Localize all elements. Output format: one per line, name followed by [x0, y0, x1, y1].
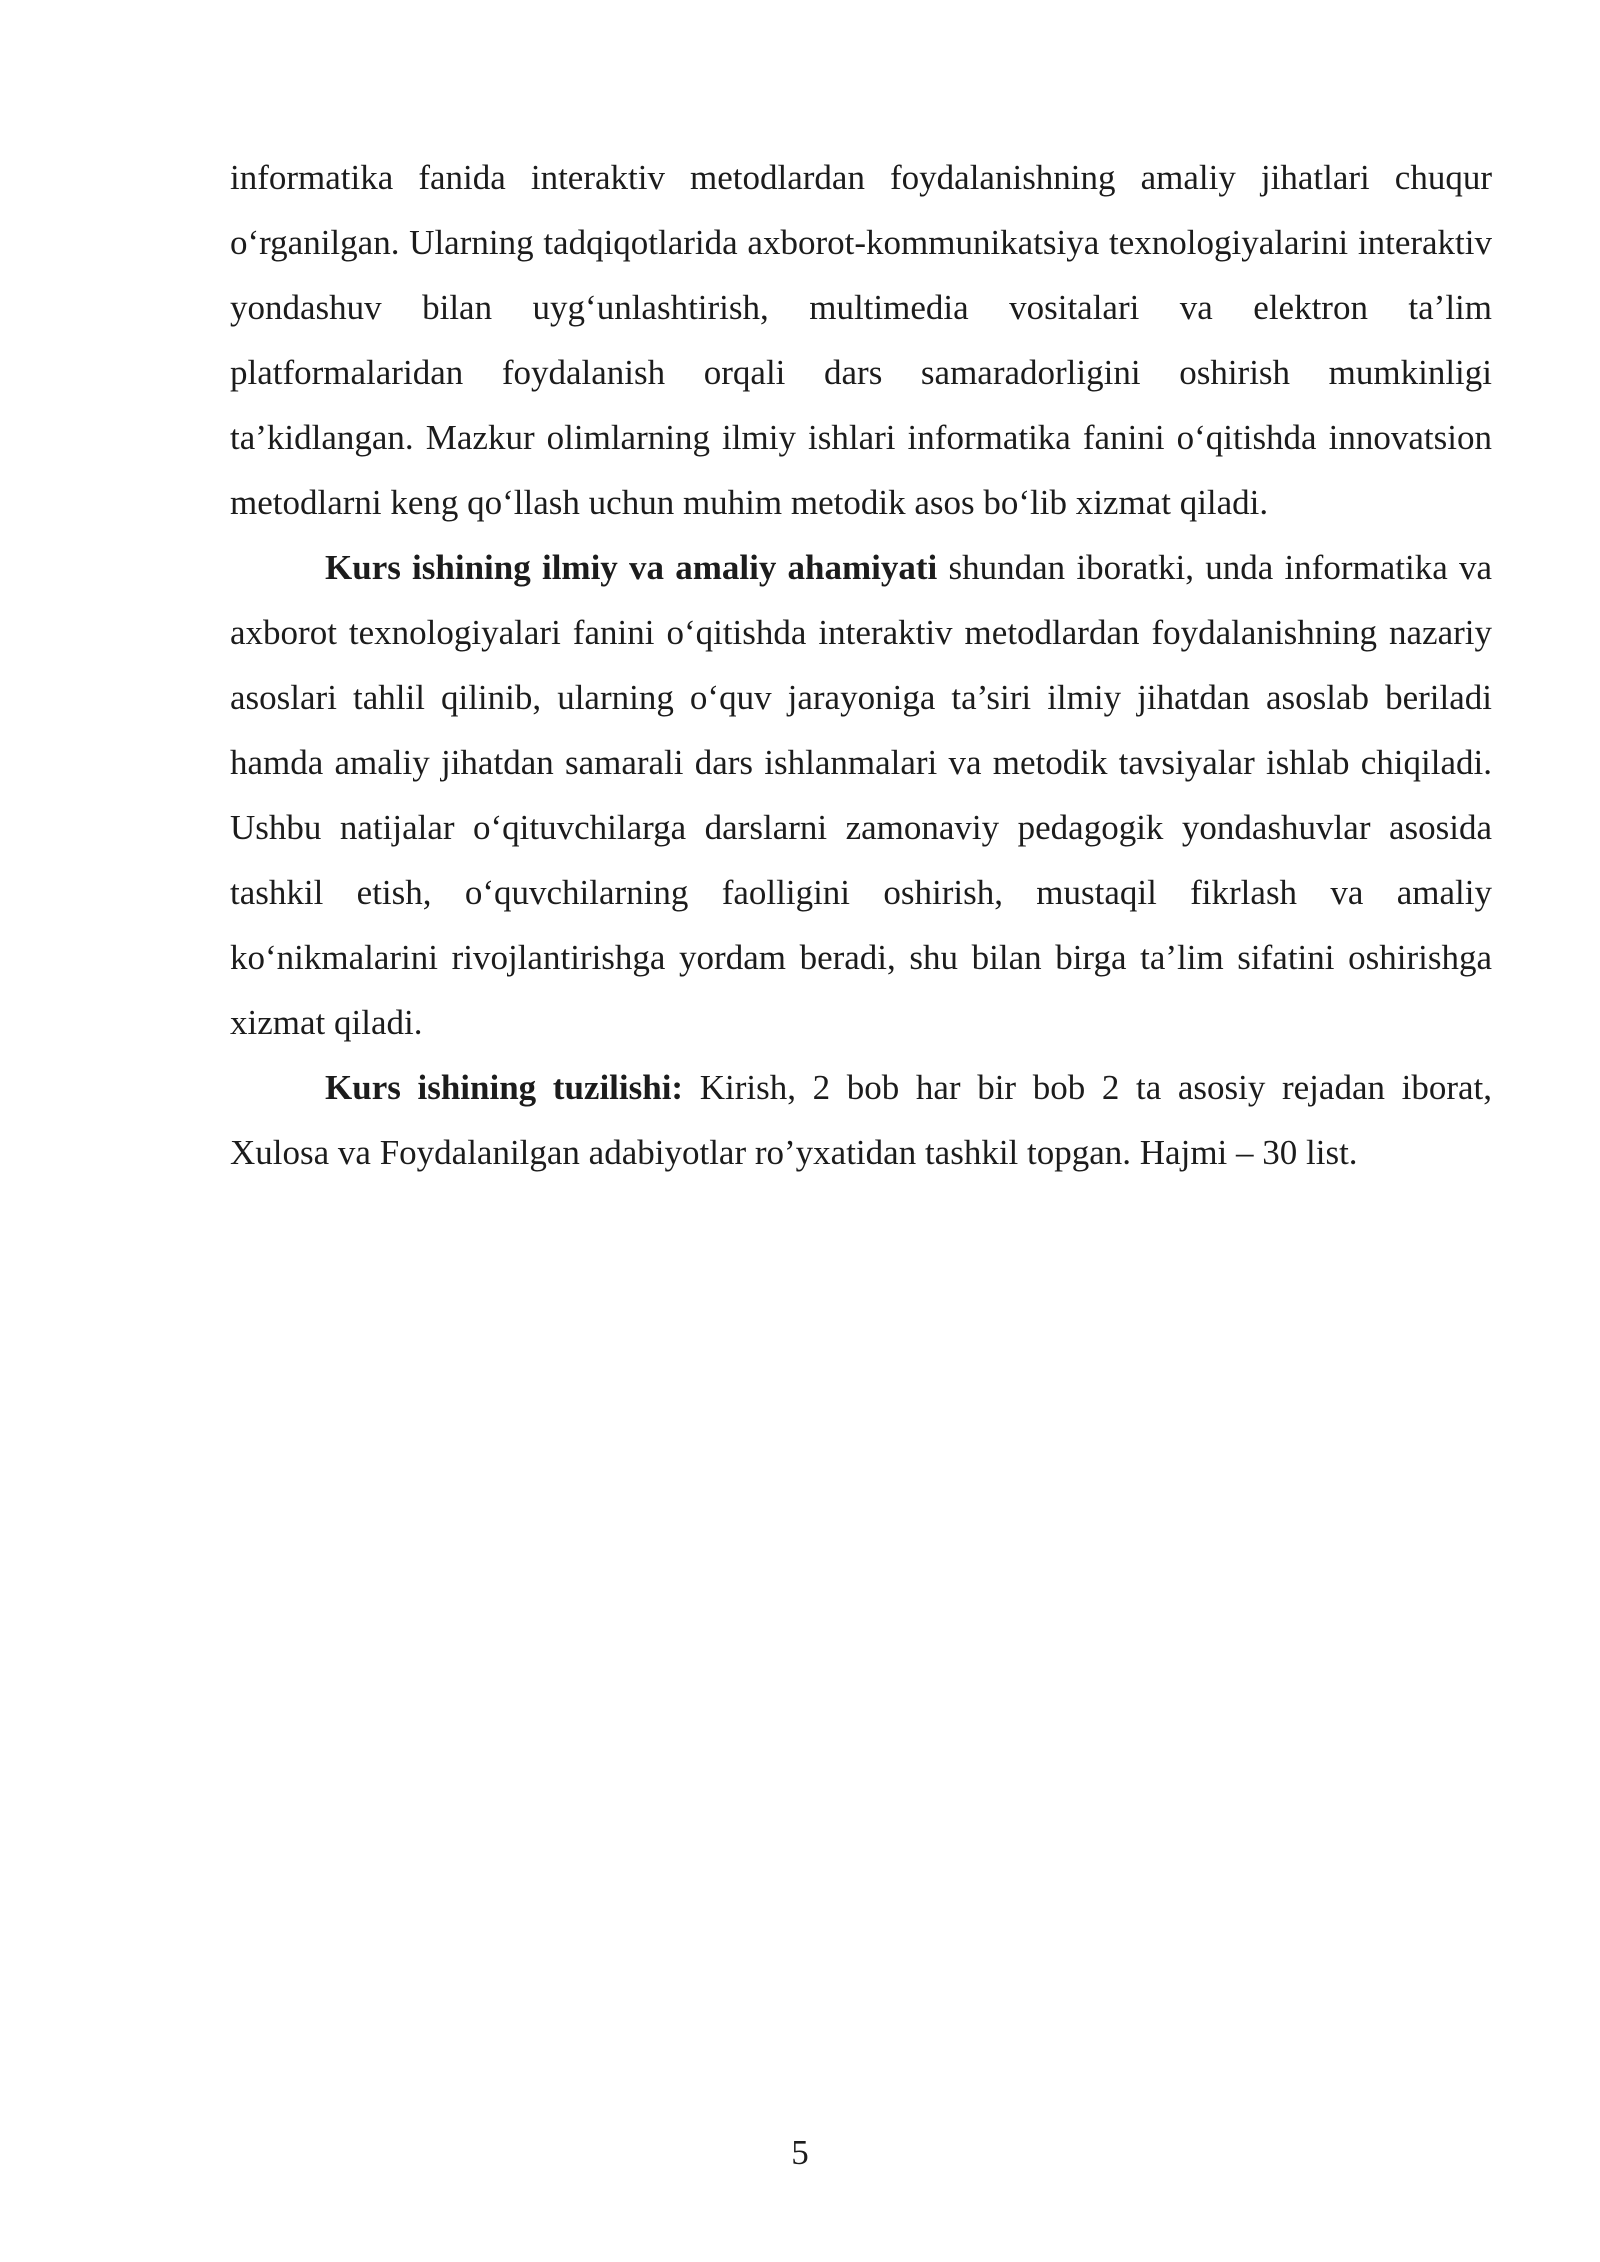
paragraph-3-heading: Kurs ishining tuzilishi:: [325, 1068, 684, 1107]
body-text: [230, 145, 1492, 1185]
paragraph-2-text: shundan iboratki, unda informatika va axborot texnologiyalari fanini o‘qitishda interaktiv metodlardan foydalanishning nazariy asoslari tahlil qilinib, ularning o‘quv jarayoniga ta’siri ilmiy jihatdan asoslab beriladi hamda amaliy jihatdan samarali dars ishlanmalari va metodik tavsiyalar ishlab chiqiladi. Ushbu natijalar o‘qituvchilarga darslarni zamonaviy pedagogik yondashuvlar asosida tashkil etish, o‘quvchilarning faolligini oshirish, mustaqil fikrlash va amaliy ko‘nikmalarini rivojlantirishga yordam beradi, shu bilan birga ta’lim sifatini oshirishga xizmat qiladi.: [230, 548, 1492, 1042]
paragraph-1: [230, 145, 1492, 535]
paragraph-3: [230, 1055, 1492, 1185]
paragraph-2-heading: Kurs ishining ilmiy va amaliy ahamiyati: [325, 548, 938, 587]
paragraph-3-text: Kirish, 2 bob har bir bob 2 ta asosiy rejadan iborat, Xulosa va Foydalanilgan adabiyotlar ro’yxatidan tashkil topgan. Hajmi – 30 list.: [230, 1068, 1492, 1172]
page-number: 5: [791, 2133, 809, 2172]
paragraph-1-text: informatika fanida interaktiv metodlardan foydalanishning amaliy jihatlari chuqur o‘rganilgan. Ularning tadqiqotlarida axborot-kommunikatsiya texnologiyalarini interaktiv yondashuv bilan uyg‘unlashtirish, multimedia vositalari va elektron ta’lim platformalaridan foydalanish orqali dars samaradorligini oshirish mumkinligi ta’kidlangan. Mazkur olimlarning ilmiy ishlari informatika fanini o‘qitishda innovatsion metodlarni keng qo‘llash uchun muhim metodik asos bo‘lib xizmat qiladi.: [230, 158, 1492, 522]
paragraph-2: [230, 535, 1492, 1055]
